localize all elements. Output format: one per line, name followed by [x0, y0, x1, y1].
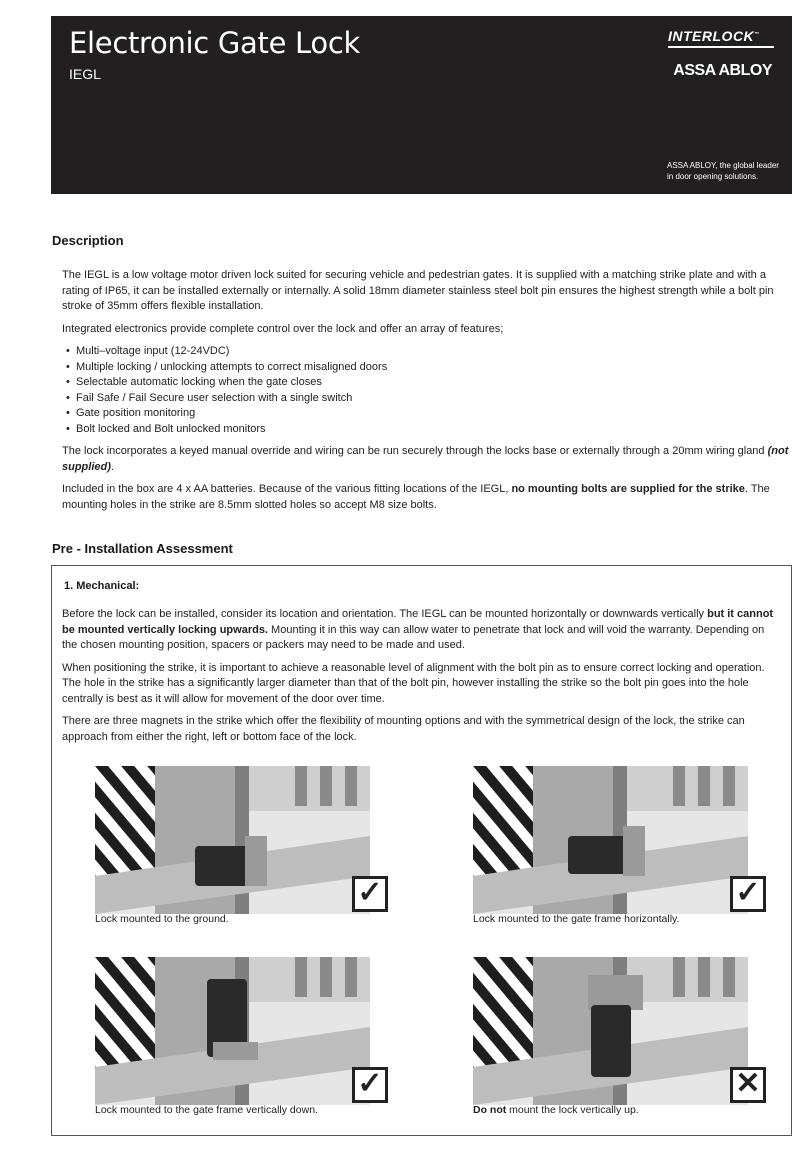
illustration-lock-ground [95, 766, 370, 914]
assessment-heading: Pre - Installation Assessment [52, 541, 233, 556]
document-subtitle: IEGL [69, 66, 101, 82]
illustration-lock-vertical-up [473, 957, 748, 1105]
description-body [62, 268, 790, 520]
assa-abloy-logo: ASSA ABLOY [673, 62, 772, 79]
mechanical-paragraph: Before the lock can be installed, consider its location and orientation. The IEGL can be mounted horizontally or downwards vertically but it cannot be mounted vertically locking upwards. Mounting it in this way can allow water to penetrate that lock and will void the warranty. Depending on the chosen mounting position, spacers or packers may need to be made and used. [62, 608, 774, 651]
feature-item: • Gate position monitoring [76, 406, 790, 422]
illustration-lock-horizontal [473, 766, 748, 914]
feature-item: • Multiple locking / unlocking attempts to correct misaligned doors [76, 360, 790, 376]
mechanical-heading: 1. Mechanical: [64, 580, 140, 592]
illustration-lock-vertical-down [95, 957, 370, 1105]
figure-caption: Do not mount the lock vertically up. [473, 1104, 639, 1116]
mechanical-paragraph: There are three magnets in the strike which offer the flexibility of mounting options and with the symmetrical design of the lock, the strike can approach from either the right, left or bottom face of the lock. [62, 715, 745, 743]
description-heading: Description [52, 233, 124, 248]
description-paragraph: Included in the box are 4 x AA batteries. Because of the various fitting locations of the IEGL, no mounting bolts are supplied for the strike. The mounting holes in the strike are 8.5mm slotted holes so accept M8 size bolts. [62, 483, 770, 511]
check-icon: ✓ [352, 1067, 388, 1103]
document-title: Electronic Gate Lock [69, 26, 360, 60]
figure-caption: Lock mounted to the gate frame horizontally. [473, 913, 680, 925]
feature-item: • Multi–voltage input (12-24VDC) [76, 344, 790, 360]
mechanical-body [62, 607, 782, 752]
figure-caption: Lock mounted to the ground. [95, 913, 229, 925]
feature-item: • Bolt locked and Bolt unlocked monitors [76, 422, 790, 438]
description-paragraph: The lock incorporates a keyed manual override and wiring can be run securely through the locks base or externally through a 20mm wiring gland (not supplied). [62, 445, 789, 473]
check-icon: ✓ [352, 876, 388, 912]
description-paragraph: Integrated electronics provide complete control over the lock and offer an array of features; [62, 322, 504, 335]
feature-item: • Selectable automatic locking when the gate closes [76, 375, 790, 391]
cross-icon: ✕ [730, 1067, 766, 1103]
feature-item: • Fail Safe / Fail Secure user selection with a single switch [76, 391, 790, 407]
description-paragraph: The IEGL is a low voltage motor driven lock suited for securing vehicle and pedestrian gates. It is supplied with a matching strike plate and with a rating of IP65, it can be installed externally or internally. A solid 18mm diameter stainless steel bolt pin ensures the highest strength while a bolt pin stroke of 35mm offers flexible installation. [62, 269, 774, 312]
header-banner [51, 16, 792, 194]
feature-list [62, 344, 790, 437]
tagline: ASSA ABLOY, the global leader in door opening solutions. [667, 161, 779, 181]
figure-caption: Lock mounted to the gate frame vertically down. [95, 1104, 318, 1116]
check-icon: ✓ [730, 876, 766, 912]
interlock-logo: INTERLOCK™ [668, 28, 774, 48]
mechanical-paragraph: When positioning the strike, it is important to achieve a reasonable level of alignment with the bolt pin as to ensure correct locking and operation. The hole in the strike has a significantly larger diameter than that of the bolt pin, however installing the strike so the bolt pin goes into the hole centrally is best as it will allow for movement of the door over time. [62, 661, 765, 705]
